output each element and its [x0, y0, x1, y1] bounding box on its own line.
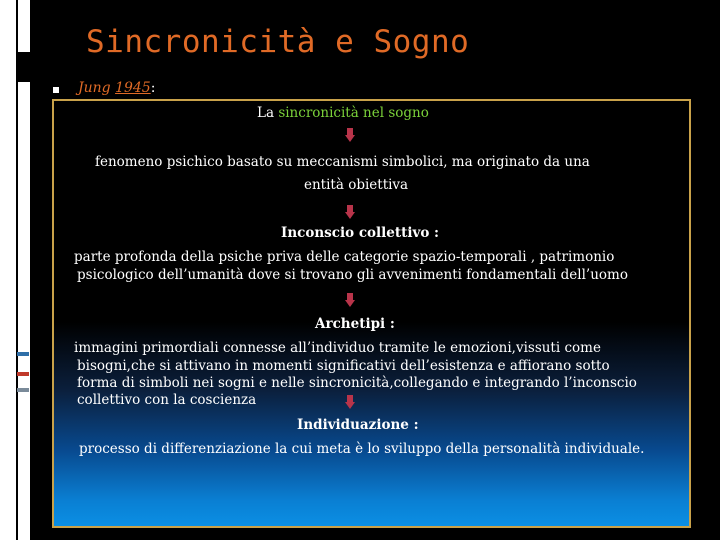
heading-inconscio: Inconscio collettivo : [281, 225, 440, 241]
inconscio-desc-line2: psicologico dell’umanità dove si trovano gli avvenimenti fondamentali dell’uomo [77, 267, 628, 283]
down-arrow-icon [345, 205, 355, 219]
header-prefix: La [257, 105, 279, 121]
individuazione-desc: processo di differenziazione la cui meta è lo sviluppo della personalità individuale. [79, 441, 645, 457]
slide-title: Sincronicità e Sogno [86, 24, 470, 60]
left-sidebar-decoration [0, 0, 30, 540]
down-arrow-icon [345, 128, 355, 142]
header-highlight: sincronicità nel sogno [278, 105, 429, 121]
bullet-marker [53, 87, 59, 93]
inconscio-desc-line1: parte profonda della psiche priva delle categorie spazio-temporali , patrimonio [74, 249, 615, 265]
sidebar-tick-red [17, 372, 29, 376]
heading-archetipi: Archetipi : [315, 316, 395, 332]
box-header [257, 105, 429, 121]
archetipi-desc-line1: immagini primordiali connesse all’individuo tramite le emozioni,vissuti come [74, 340, 601, 356]
down-arrow-icon [345, 395, 355, 409]
bullet-jung-1945 [78, 80, 155, 96]
bullet-colon: : [150, 80, 156, 96]
sidebar-tick-blue [17, 352, 29, 356]
down-arrow-icon [345, 293, 355, 307]
archetipi-desc-line2: bisogni,che si attivano in momenti significativi dell’esistenza e affiorano sotto [77, 358, 610, 374]
heading-individuazione: Individuazione : [297, 417, 419, 433]
bullet-year: 1945 [115, 80, 151, 96]
bullet-prefix: Jung [78, 80, 116, 96]
archetipi-desc-line3: forma di simboli nei sogni e nelle sincronicità,collegando e integrando l’inconscio [77, 375, 637, 391]
sidebar-tick-gray [17, 388, 29, 392]
sidebar-block [17, 52, 30, 82]
archetipi-desc-line4: collettivo con la coscienza [77, 392, 257, 408]
sincronicita-desc-line1: fenomeno psichico basato su meccanismi simbolici, ma originato da una [95, 154, 590, 170]
sincronicita-desc-line2: entità obiettiva [304, 177, 409, 193]
